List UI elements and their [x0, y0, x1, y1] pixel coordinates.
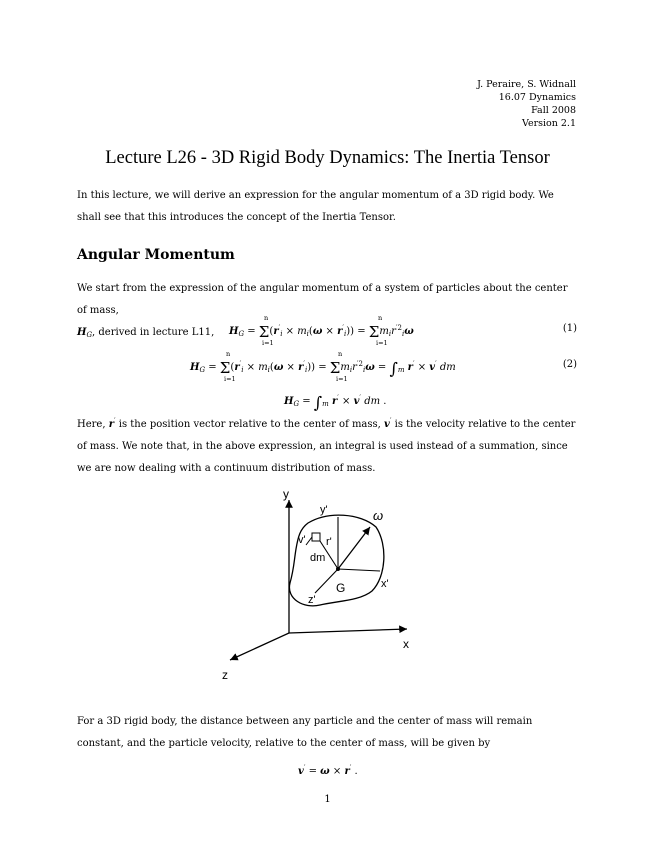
equation-2: $H_G = \Sigma(r'_i \times m_i(\omega \times r'_i)) = \Sigma m_ir^{'2}_i\omega = \int_m$ r′ × v′ dm [190, 359, 456, 378]
label-z: z [222, 668, 228, 682]
p1-symbol-sub: G [86, 331, 93, 339]
paragraph-rigid-body-velocity: For a 3D rigid body, the distance between any particle and the center of mass will remain constant, and the particle velocity, relative to the center of mass, will be given by [77, 716, 533, 749]
p2-rest: We note that, in the above expression, an integral is used instead of a summation, since we are now dealing with a continuum distribution of mass. [77, 441, 568, 474]
label-x: x [403, 637, 409, 651]
header-course: 16.07 Dynamics [498, 92, 576, 103]
body-axis-x [338, 569, 380, 571]
axis-z [230, 633, 289, 660]
p1-tail: , derived in lecture L11, [92, 327, 215, 338]
velocity-vector-v-prime [306, 537, 312, 545]
header-version: Version 2.1 [521, 118, 576, 129]
equation-2-number: (2) [562, 359, 577, 370]
section-heading: Angular Momentum [77, 247, 235, 263]
label-center-g: G [336, 581, 346, 595]
p1-symbol: H [77, 327, 87, 338]
label-omega: ω [373, 508, 384, 523]
label-z-prime: z' [308, 594, 316, 606]
label-y-prime: y' [320, 504, 328, 516]
document-page: J. Peraire, S. Widnall 16.07 Dynamics Fall 2008 Version 2.1 Lecture L26 - 3D Rigid Body Dynamics: The Inertia Tensor In this lecture, we will derive an expression for the angular momentum of a 3D rigid body. We shall see that this introduces the concept of the Inertia Tensor. Angular Momentum We start from the expression of the angular momentum of a system of particles about the center of mass, $H_G$, derived in lecture L11, $H_G = \Sigma(r'_i \times m_i(\omega \times r'_i)) = \Sigma m_ir^{'2}_i\omega$ n i=1 n i=1 (1) $H_G = \Sigma(r'_i \times m_i(\omega \times r'_i)) = \Sigma m_ir^{'2}_i\omega = \int_m$ r′ × v′ dm n i=1 n i=1 (2) $H_G = \int_m$ r′ × v′ dm . Here, r′ is the position vector relative to the center of mass, v′ is the velocity relative to the center of mass. We note that, in the above expression, an integral is used instead of a summation, since we are now dealing with a continuum distribution of mass. y x z y' x' z' ω v' r' dm G For a 3D rigid body, the distance between any particle and the center of mass will remain constant, and the particle velocity, relative to the center of mass, will be given by v′ = ω × r′ . 1 [0, 0, 655, 848]
label-dm: dm [310, 552, 326, 564]
page-title: Lecture L26 - 3D Rigid Body Dynamics: The Inertia Tensor [105, 148, 550, 168]
p2-mid1: is the position vector relative to the center of mass, [118, 419, 381, 430]
axis-x [289, 629, 407, 633]
label-r-prime: r' [326, 536, 332, 548]
equation-velocity: v′ = ω × r′ . [298, 764, 358, 777]
label-y: y [283, 487, 289, 501]
p1-text: We start from the expression of the angular momentum of a system of particles about the center of mass, [77, 283, 568, 316]
header-authors: J. Peraire, S. Widnall [477, 79, 576, 90]
omega-vector [338, 527, 370, 569]
header-term: Fall 2008 [531, 105, 576, 116]
intro-paragraph: In this lecture, we will derive an expression for the angular momentum of a 3D rigid body. We shall see that this introduces the concept of the Inertia Tensor. [77, 190, 554, 223]
body-axis-z [315, 569, 338, 593]
paragraph-definitions: Here, r′ is the position vector relative to the center of mass, v′ is the velocity relative to the center of mass. We note that, in the above expression, an integral is used instead of a summation, since we are now dealing with a continuum distribution of mass. [77, 417, 576, 474]
mass-element-dm [312, 533, 320, 541]
equation-1: $H_G = \Sigma(r'_i \times m_i(\omega \times r'_i)) = \Sigma m_ir^{'2}_i\omega$ [229, 323, 414, 341]
rigid-body-figure [210, 485, 420, 685]
p2-here: Here, [77, 419, 106, 430]
page-number: 1 [324, 794, 331, 805]
p2-mid2: is the velocity relative to the center of mass. [77, 419, 576, 452]
label-v-prime: v' [298, 534, 306, 546]
equation-3: $H_G = \int_m$ r′ × v′ dm . [284, 393, 387, 412]
label-x-prime: x' [381, 578, 389, 590]
equation-1-number: (1) [562, 323, 577, 334]
center-of-mass-dot [336, 567, 340, 571]
